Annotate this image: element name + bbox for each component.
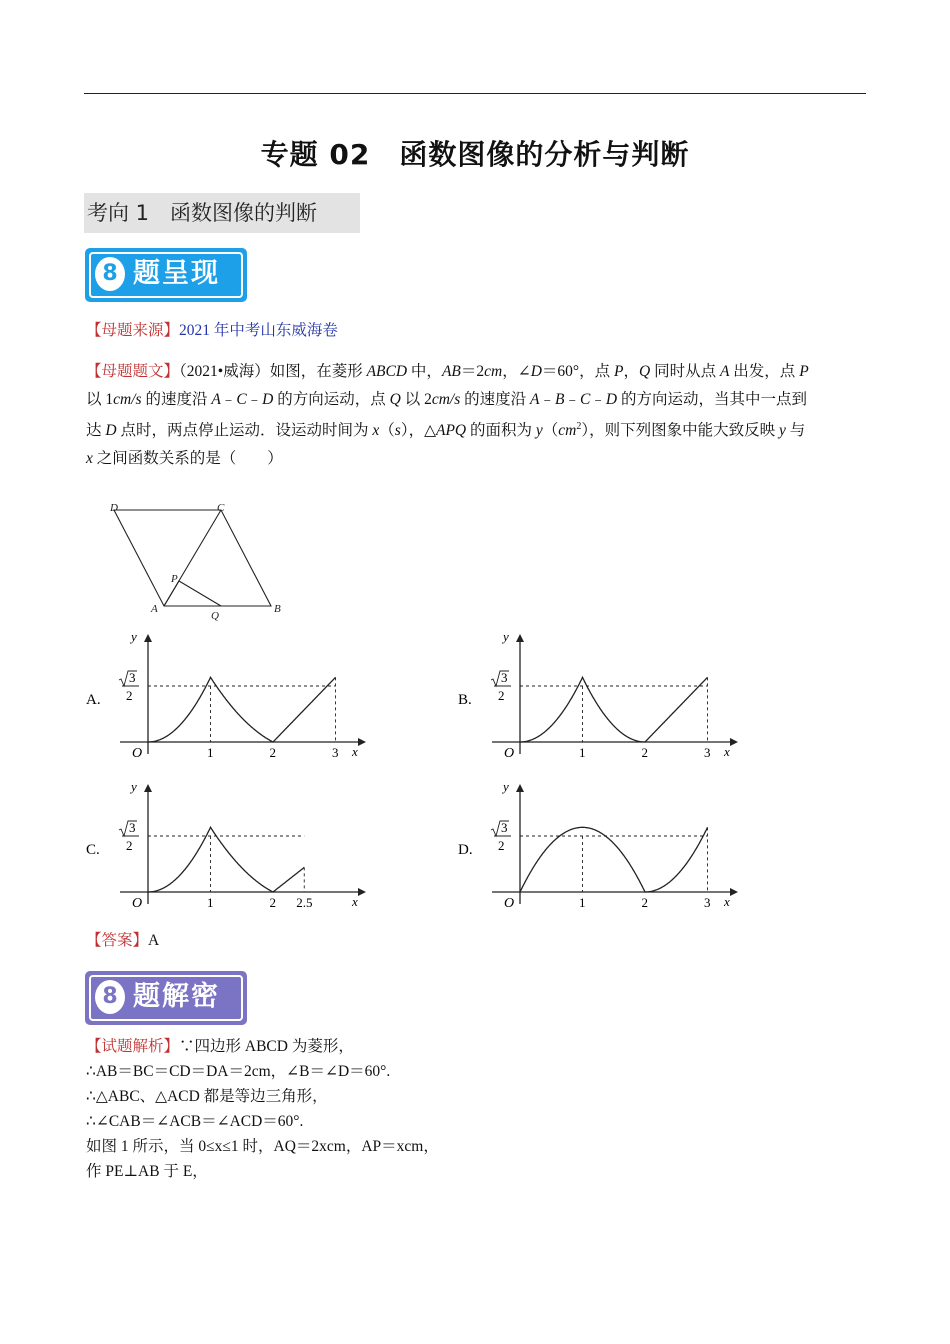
y-axis-arrow	[144, 784, 152, 792]
solution-line: 【试题解析】∵四边形 ABCD 为菱形，	[86, 1038, 354, 1055]
source-label: 【母题来源】	[86, 322, 180, 339]
x-axis-label: x	[724, 744, 730, 759]
x-axis-label: x	[352, 894, 358, 909]
x-axis-label: x	[352, 744, 358, 759]
banner-badge-icon: 8	[95, 980, 125, 1014]
header-rule	[84, 93, 866, 94]
origin-label: O	[132, 896, 143, 911]
solution-line: ∴∠CAB＝∠ACB＝∠ACD＝60°.	[86, 1113, 304, 1130]
function-curve	[520, 827, 708, 892]
x-tick-label: 1	[207, 895, 214, 910]
x-tick-label: 3	[704, 745, 711, 760]
solution-label: 【试题解析】	[86, 1038, 180, 1055]
question-text: 【母题题文】（2021•威海）如图，在菱形 ABCD 中，AB＝2cm，∠D＝60°，点 P，Q 同时从点 A 出发，点 P 以 1cm/s 的速度沿 A﹣C﹣D 的方向运动，点 Q 以 2cm/s 的速度沿 A﹣B﹣C﹣D 的方向运动，当其中一点到 达 D 点时，两点停止运动．设运动时间为 x（s），△APQ 的面积为 $y(cm^2)$，则下列图象中能大致反映 y 与 x 之间函数关系的是（ ）	[86, 363, 809, 467]
option-graphs	[0, 620, 950, 920]
solution-line: ∴AB＝BC＝CD＝DA＝2cm，∠B＝∠D＝60°.	[86, 1063, 391, 1080]
solution-line: ∴△ABC、△ACD 都是等边三角形，	[86, 1088, 328, 1105]
option-graph	[86, 779, 366, 911]
vertex-a-label: A	[151, 603, 158, 615]
point-q-label: Q	[211, 610, 219, 622]
peak-denominator: 2	[126, 688, 133, 703]
rhombus-figure	[100, 498, 300, 628]
y-axis-arrow	[144, 634, 152, 642]
x-axis-label: x	[724, 894, 730, 909]
option-label: B.	[458, 692, 472, 708]
y-axis-label: y	[131, 629, 137, 644]
option-label: D.	[458, 842, 473, 858]
source-text: 2021 年中考山东威海卷	[179, 322, 338, 339]
option-graph	[458, 629, 738, 761]
origin-label: O	[504, 746, 515, 761]
peak-denominator: 2	[498, 838, 505, 853]
x-axis-arrow	[358, 738, 366, 746]
function-curve	[520, 677, 708, 742]
y-axis-label: y	[503, 629, 509, 644]
vertex-b-label: B	[274, 603, 281, 615]
x-tick-label: 2	[641, 895, 648, 910]
solution-banner	[85, 971, 247, 1025]
y-axis-label: y	[131, 779, 137, 794]
x-tick-label: 3	[704, 895, 711, 910]
peak-numerator: 3	[501, 670, 508, 685]
option-graph	[86, 629, 366, 761]
vertex-c-label: C	[217, 502, 225, 514]
peak-numerator: 3	[129, 670, 136, 685]
peak-numerator: 3	[501, 820, 508, 835]
peak-numerator: 3	[129, 820, 136, 835]
x-tick-label: 1	[579, 895, 586, 910]
x-tick-label: 2	[641, 745, 648, 760]
option-graph	[458, 779, 738, 911]
x-tick-label: 1	[207, 745, 214, 760]
option-label: A.	[86, 692, 101, 708]
problem-banner	[85, 248, 247, 302]
solution-line: 作 PE⊥AB 于 E，	[86, 1163, 208, 1180]
peak-denominator: 2	[498, 688, 505, 703]
answer-label: 【答案】	[86, 932, 149, 949]
source-line	[86, 322, 338, 340]
origin-label: O	[504, 896, 515, 911]
x-axis-arrow	[730, 738, 738, 746]
vertex-d-label: D	[110, 502, 118, 514]
problem-banner-text: 题呈现	[133, 258, 220, 289]
answer-line	[86, 932, 159, 950]
function-curve	[148, 677, 336, 742]
answer-value: A	[148, 932, 160, 949]
x-tick-label: 2	[269, 895, 276, 910]
origin-label: O	[132, 746, 143, 761]
banner-badge-icon: 8	[95, 257, 125, 291]
x-axis-arrow	[358, 888, 366, 896]
solution-banner-text: 题解密	[133, 981, 220, 1012]
y-axis-arrow	[516, 634, 524, 642]
section-heading: 考向 1 函数图像的判断	[84, 193, 360, 233]
y-axis-arrow	[516, 784, 524, 792]
x-axis-arrow	[730, 888, 738, 896]
peak-denominator: 2	[126, 838, 133, 853]
x-tick-label: 2.5	[296, 895, 313, 910]
y-axis-label: y	[503, 779, 509, 794]
point-p-label: P	[171, 573, 178, 585]
page-title: 专题 02 函数图像的分析与判断	[260, 138, 690, 171]
x-tick-label: 2	[269, 745, 276, 760]
x-tick-label: 3	[332, 745, 339, 760]
option-label: C.	[86, 842, 100, 858]
function-curve	[148, 827, 304, 892]
x-tick-label: 1	[579, 745, 586, 760]
solution-line: 如图 1 所示，当 0≤x≤1 时，AQ＝2xcm，AP＝xcm，	[86, 1138, 439, 1155]
